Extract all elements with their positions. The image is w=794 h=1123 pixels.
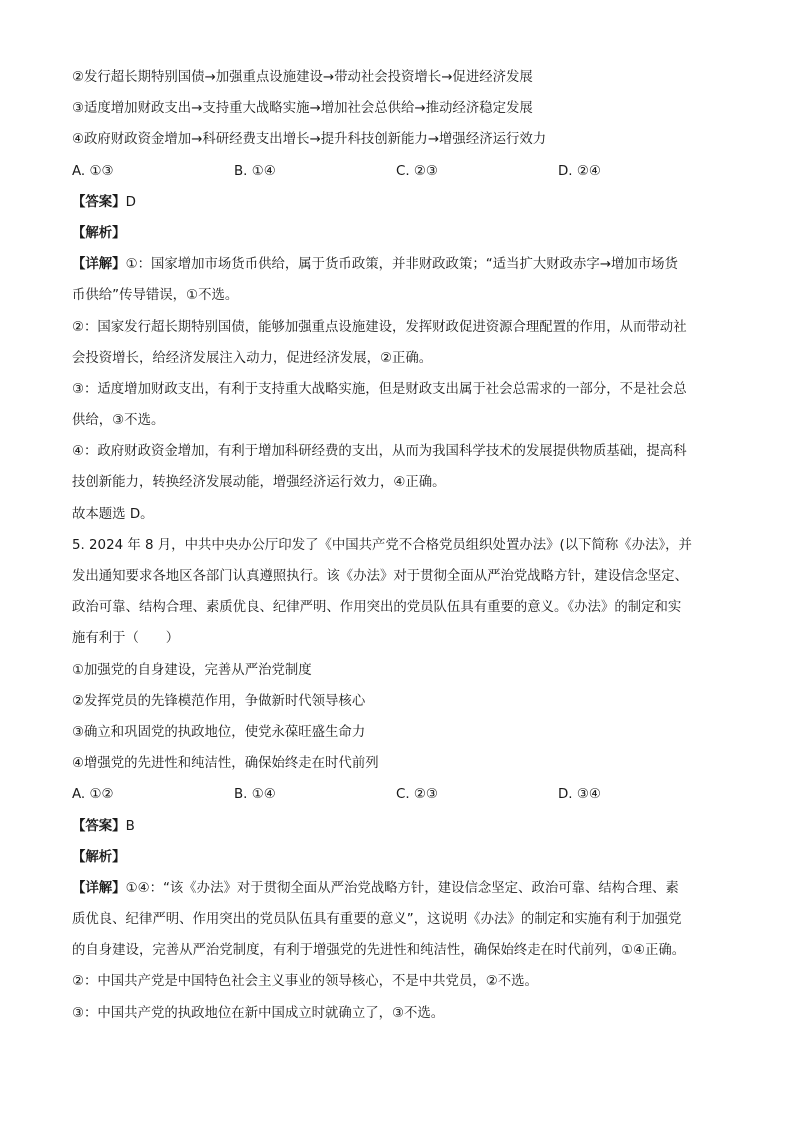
q4-choice-b: B. ①④ (234, 163, 276, 179)
q5-option-item-2: ②发挥党员的先锋模范作用，争做新时代领导核心 (72, 693, 366, 709)
q4-explanation-1b: 币供给”传导错误，①不选。 (72, 288, 239, 304)
q5-stem-2: 发出通知要求各地区各部门认真遵照执行。该《办法》对于贯彻全面从严治党战略方针，建设信念坚定、 (72, 569, 688, 584)
q5-answer (72, 811, 722, 842)
q5-explanation-1a: 【详解】①④：“该《办法》对于贯彻全面从严治党战略方针，建设信念坚定、政治可靠、结构合理、素 (72, 880, 679, 896)
answer-value: B (125, 818, 135, 834)
q4-conclusion: 故本题选 D。 (72, 506, 154, 522)
q4-explanation-2a: ②：国家发行超长期特别国债，能够加强重点设施建设，发挥财政促进资源合理配置的作用，从而带动社 (72, 319, 687, 335)
q4-explanation-3a: ③：适度增加财政支出，有利于支持重大战略实施，但是财政支出属于社会总需求的一部分，不是社会总 (72, 381, 687, 397)
q5-analysis-label: 【解析】 (72, 849, 126, 865)
q5-choice-d: D. ③④ (558, 787, 601, 803)
q5-stem-1: 5. 2024 年 8 月，中共中央办公厅印发了《中国共产党不合格党员组织处置办法》(以下简称《办法》，并 (72, 537, 692, 553)
q4-explanation-3b: 供给，③不选。 (72, 413, 165, 429)
q4-explanation-4a: ④：政府财政资金增加，有利于增加科研经费的支出，从而为我国科学技术的发展提供物质基础，提高科 (72, 444, 687, 460)
q5-choice-b: B. ①④ (234, 787, 276, 803)
q4-option-item-2: ②发行超长期特别国债→加强重点设施建设→带动社会投资增长→促进经济发展 (72, 70, 533, 85)
q4-explanation-1a: 【详解】①：国家增加市场货币供给，属于货币政策，并非财政政策；“适当扩大财政赤字→增加市场货 (72, 257, 678, 273)
document-page (72, 62, 722, 1029)
answer-value: D (125, 194, 136, 210)
q5-explanation-1b: 质优良、纪律严明、作用突出的党员队伍具有重要的意义”，这说明《办法》的制定和实施有利于加强党 (72, 912, 682, 928)
detail-label: 【详解】 (72, 257, 126, 273)
answer-label: 【答案】 (72, 818, 126, 834)
q4-explanation-4b: 技创新能力，转换经济发展动能，增强经济运行效力，④正确。 (72, 475, 446, 491)
q5-option-item-3: ③确立和巩固党的执政地位，使党永葆旺盛生命力 (72, 724, 366, 740)
q4-choice-a: A. ①③ (72, 163, 114, 179)
q4-option-item-4: ④政府财政资金增加→科研经费支出增长→提升科技创新能力→增强经济运行效力 (72, 132, 547, 148)
q4-choices (72, 156, 722, 187)
detail-label: 【详解】 (72, 880, 126, 896)
answer-label: 【答案】 (72, 194, 126, 210)
q5-stem-3: 政治可靠、结构合理、素质优良、纪律严明、作用突出的党员队伍具有重要的意义。《办法》的制定和实 (72, 600, 682, 616)
q4-answer (72, 187, 722, 218)
q5-stem-4: 施有利于（ ） (72, 631, 180, 647)
q5-choices (72, 779, 722, 810)
q4-analysis-label: 【解析】 (72, 225, 126, 241)
q5-choice-c: C. ②③ (396, 787, 438, 803)
q4-choice-c: C. ②③ (396, 163, 438, 179)
q4-choice-d: D. ②④ (558, 163, 601, 179)
q4-explanation-2b: 会投资增长，给经济发展注入动力，促进经济发展，②正确。 (72, 350, 433, 366)
q4-option-item-3: ③适度增加财政支出→支持重大战略实施→增加社会总供给→推动经济稳定发展 (72, 101, 533, 117)
q5-explanation-1c: 的自身建设，完善从严治党制度，有利于增强党的先进性和纯洁性，确保始终走在时代前列，①④正确。 (72, 943, 686, 959)
q5-explanation-3: ③：中国共产党的执政地位在新中国成立时就确立了，③不选。 (72, 1005, 445, 1021)
q5-choice-a: A. ①② (72, 787, 114, 803)
q5-option-item-1: ①加强党的自身建设，完善从严治党制度 (72, 662, 312, 678)
q5-explanation-2: ②：中国共产党是中国特色社会主义事业的领导核心，不是中共党员，②不选。 (72, 974, 538, 990)
q5-option-item-4: ④增强党的先进性和纯洁性，确保始终走在时代前列 (72, 756, 379, 772)
